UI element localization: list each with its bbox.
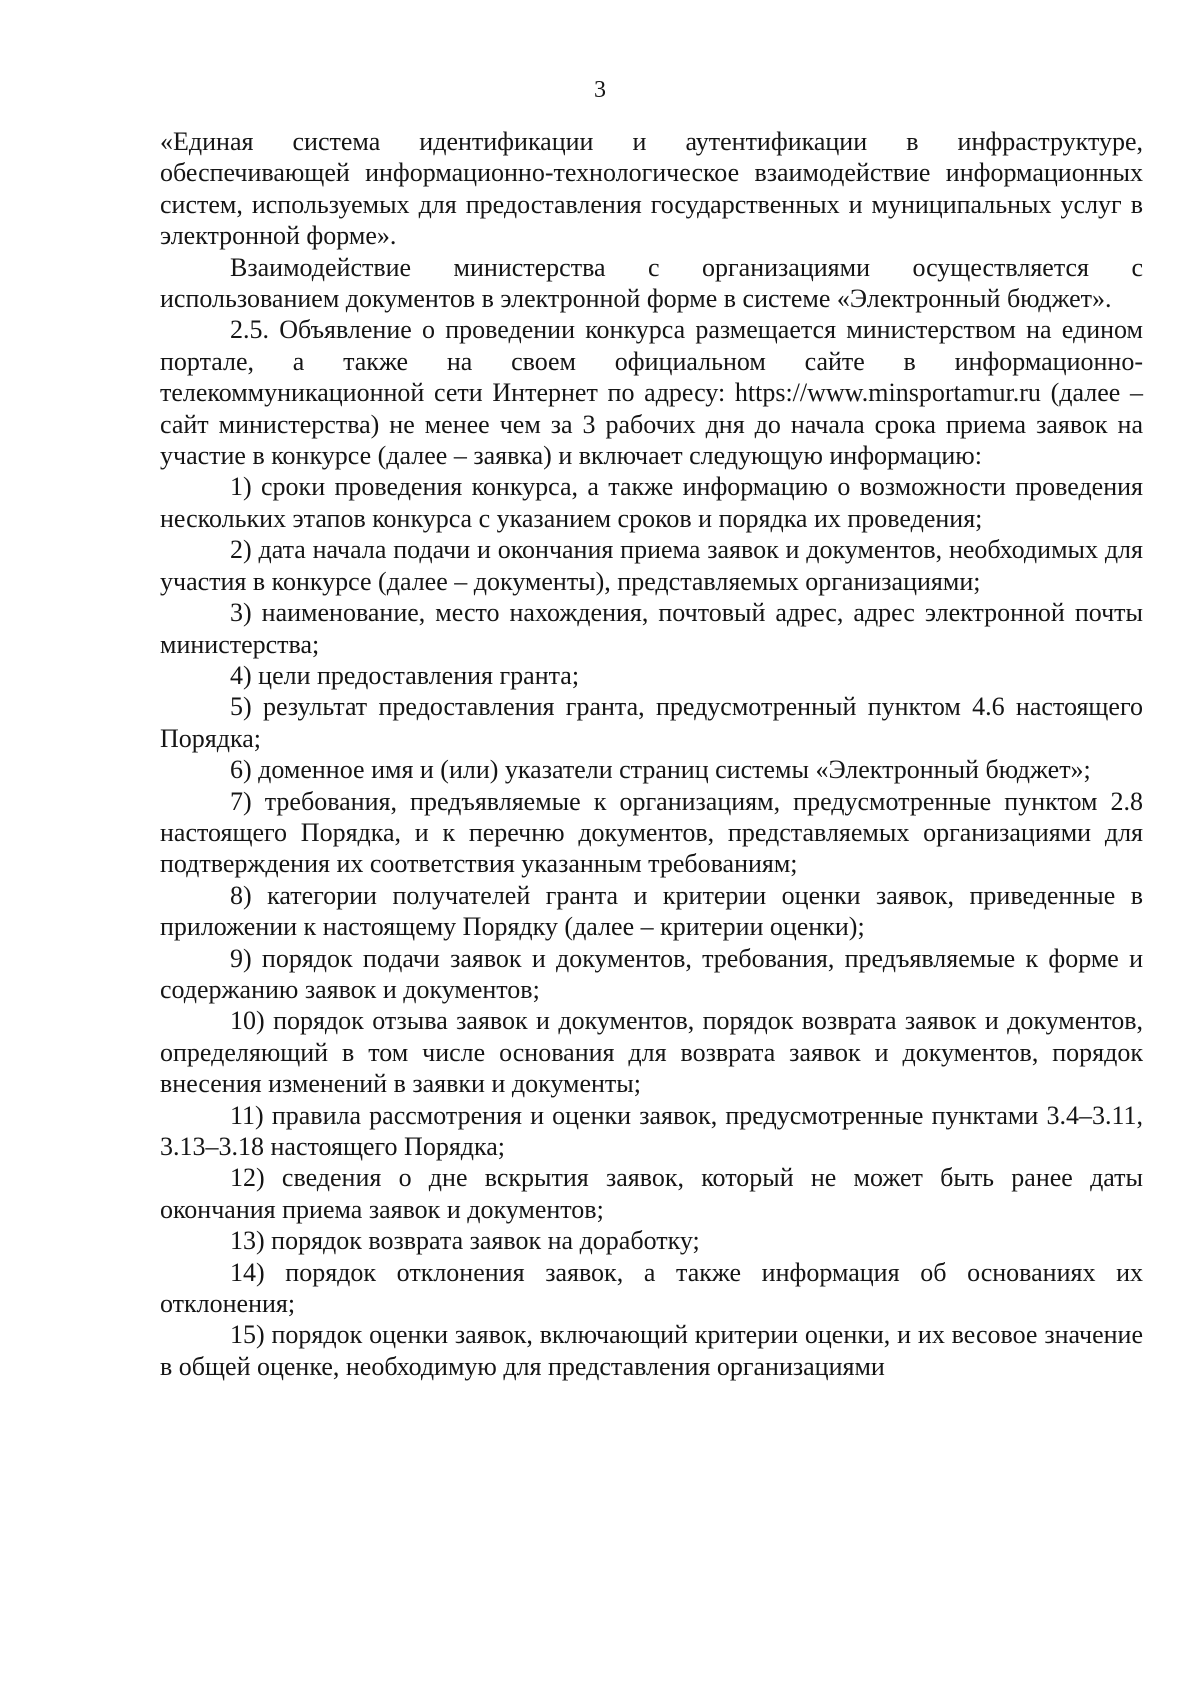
paragraph-esia: «Единая система идентификации и аутентификации в инфраструктуре, обеспечивающей информационно-технологическое взаимодействие информационных систем, используемых для предоставления государственных и муниципальных услуг в электронной форме». — [160, 127, 1143, 251]
list-item-5: 5) результат предоставления гранта, предусмотренный пунктом 4.6 настоящего Порядка; — [160, 692, 1143, 753]
page-number: 3 — [594, 77, 606, 103]
list-item-9: 9) порядок подачи заявок и документов, требования, предъявляемые к форме и содержанию заявок и документов; — [160, 943, 1143, 1004]
list-item-12: 12) сведения о дне вскрытия заявок, который не может быть ранее даты окончания приема заявок и документов; — [160, 1163, 1143, 1224]
list-item-4: 4) цели предоставления гранта; — [230, 660, 580, 690]
document-body — [160, 126, 1143, 1382]
list-item-11: 11) правила рассмотрения и оценки заявок, предусмотренные пунктами 3.4–3.11, 3.13–3.18 настоящего Порядка; — [160, 1100, 1143, 1161]
list-item-3: 3) наименование, место нахождения, почтовый адрес, адрес электронной почты министерства; — [160, 598, 1143, 659]
paragraph-2-5-announcement: 2.5. Объявление о проведении конкурса размещается министерством на едином портале, а также на своем официальном сайте в информационно-телекоммуникационной сети Интернет по адресу: https://www.minsportamur.ru (далее – сайт министерства) не менее чем за 3 рабочих дня до начала срока приема заявок на участие в конкурсе (далее – заявка) и включает следующую информацию: — [160, 315, 1143, 471]
list-item-14: 14) порядок отклонения заявок, а также информация об основаниях их отклонения; — [160, 1257, 1143, 1319]
list-item-2: 2) дата начала подачи и окончания приема заявок и документов, необходимых для участия в конкурсе (далее – документы), представляемых организациями; — [160, 535, 1143, 596]
list-item-8: 8) категории получателей гранта и критерии оценки заявок, приведенные в приложении к настоящему Порядку (далее – критерии оценки); — [160, 880, 1143, 942]
list-item-6: 6) доменное имя и (или) указатели страниц системы «Электронный бюджет»; — [230, 755, 1091, 785]
list-item-15: 15) порядок оценки заявок, включающий критерии оценки, и их весовое значение в общей оценке, необходимую для представления организациями — [160, 1320, 1143, 1381]
list-item-7: 7) требования, предъявляемые к организациям, предусмотренные пунктом 2.8 настоящего Порядка, и к перечню документов, представляемых организациями для подтверждения их соответствия указанным требованиям; — [160, 786, 1143, 879]
list-item-13: 13) порядок возврата заявок на доработку; — [230, 1226, 700, 1256]
paragraph-interaction: Взаимодействие министерства с организациями осуществляется с использованием документов в электронной форме в системе «Электронный бюджет». — [160, 252, 1143, 314]
list-item-1: 1) сроки проведения конкурса, а также информацию о возможности проведения нескольких этапов конкурса с указанием сроков и порядка их проведения; — [160, 472, 1143, 533]
list-item-10: 10) порядок отзыва заявок и документов, порядок возврата заявок и документов, определяющий в том числе основания для возврата заявок и документов, порядок внесения изменений в заявки и документы; — [160, 1006, 1143, 1099]
